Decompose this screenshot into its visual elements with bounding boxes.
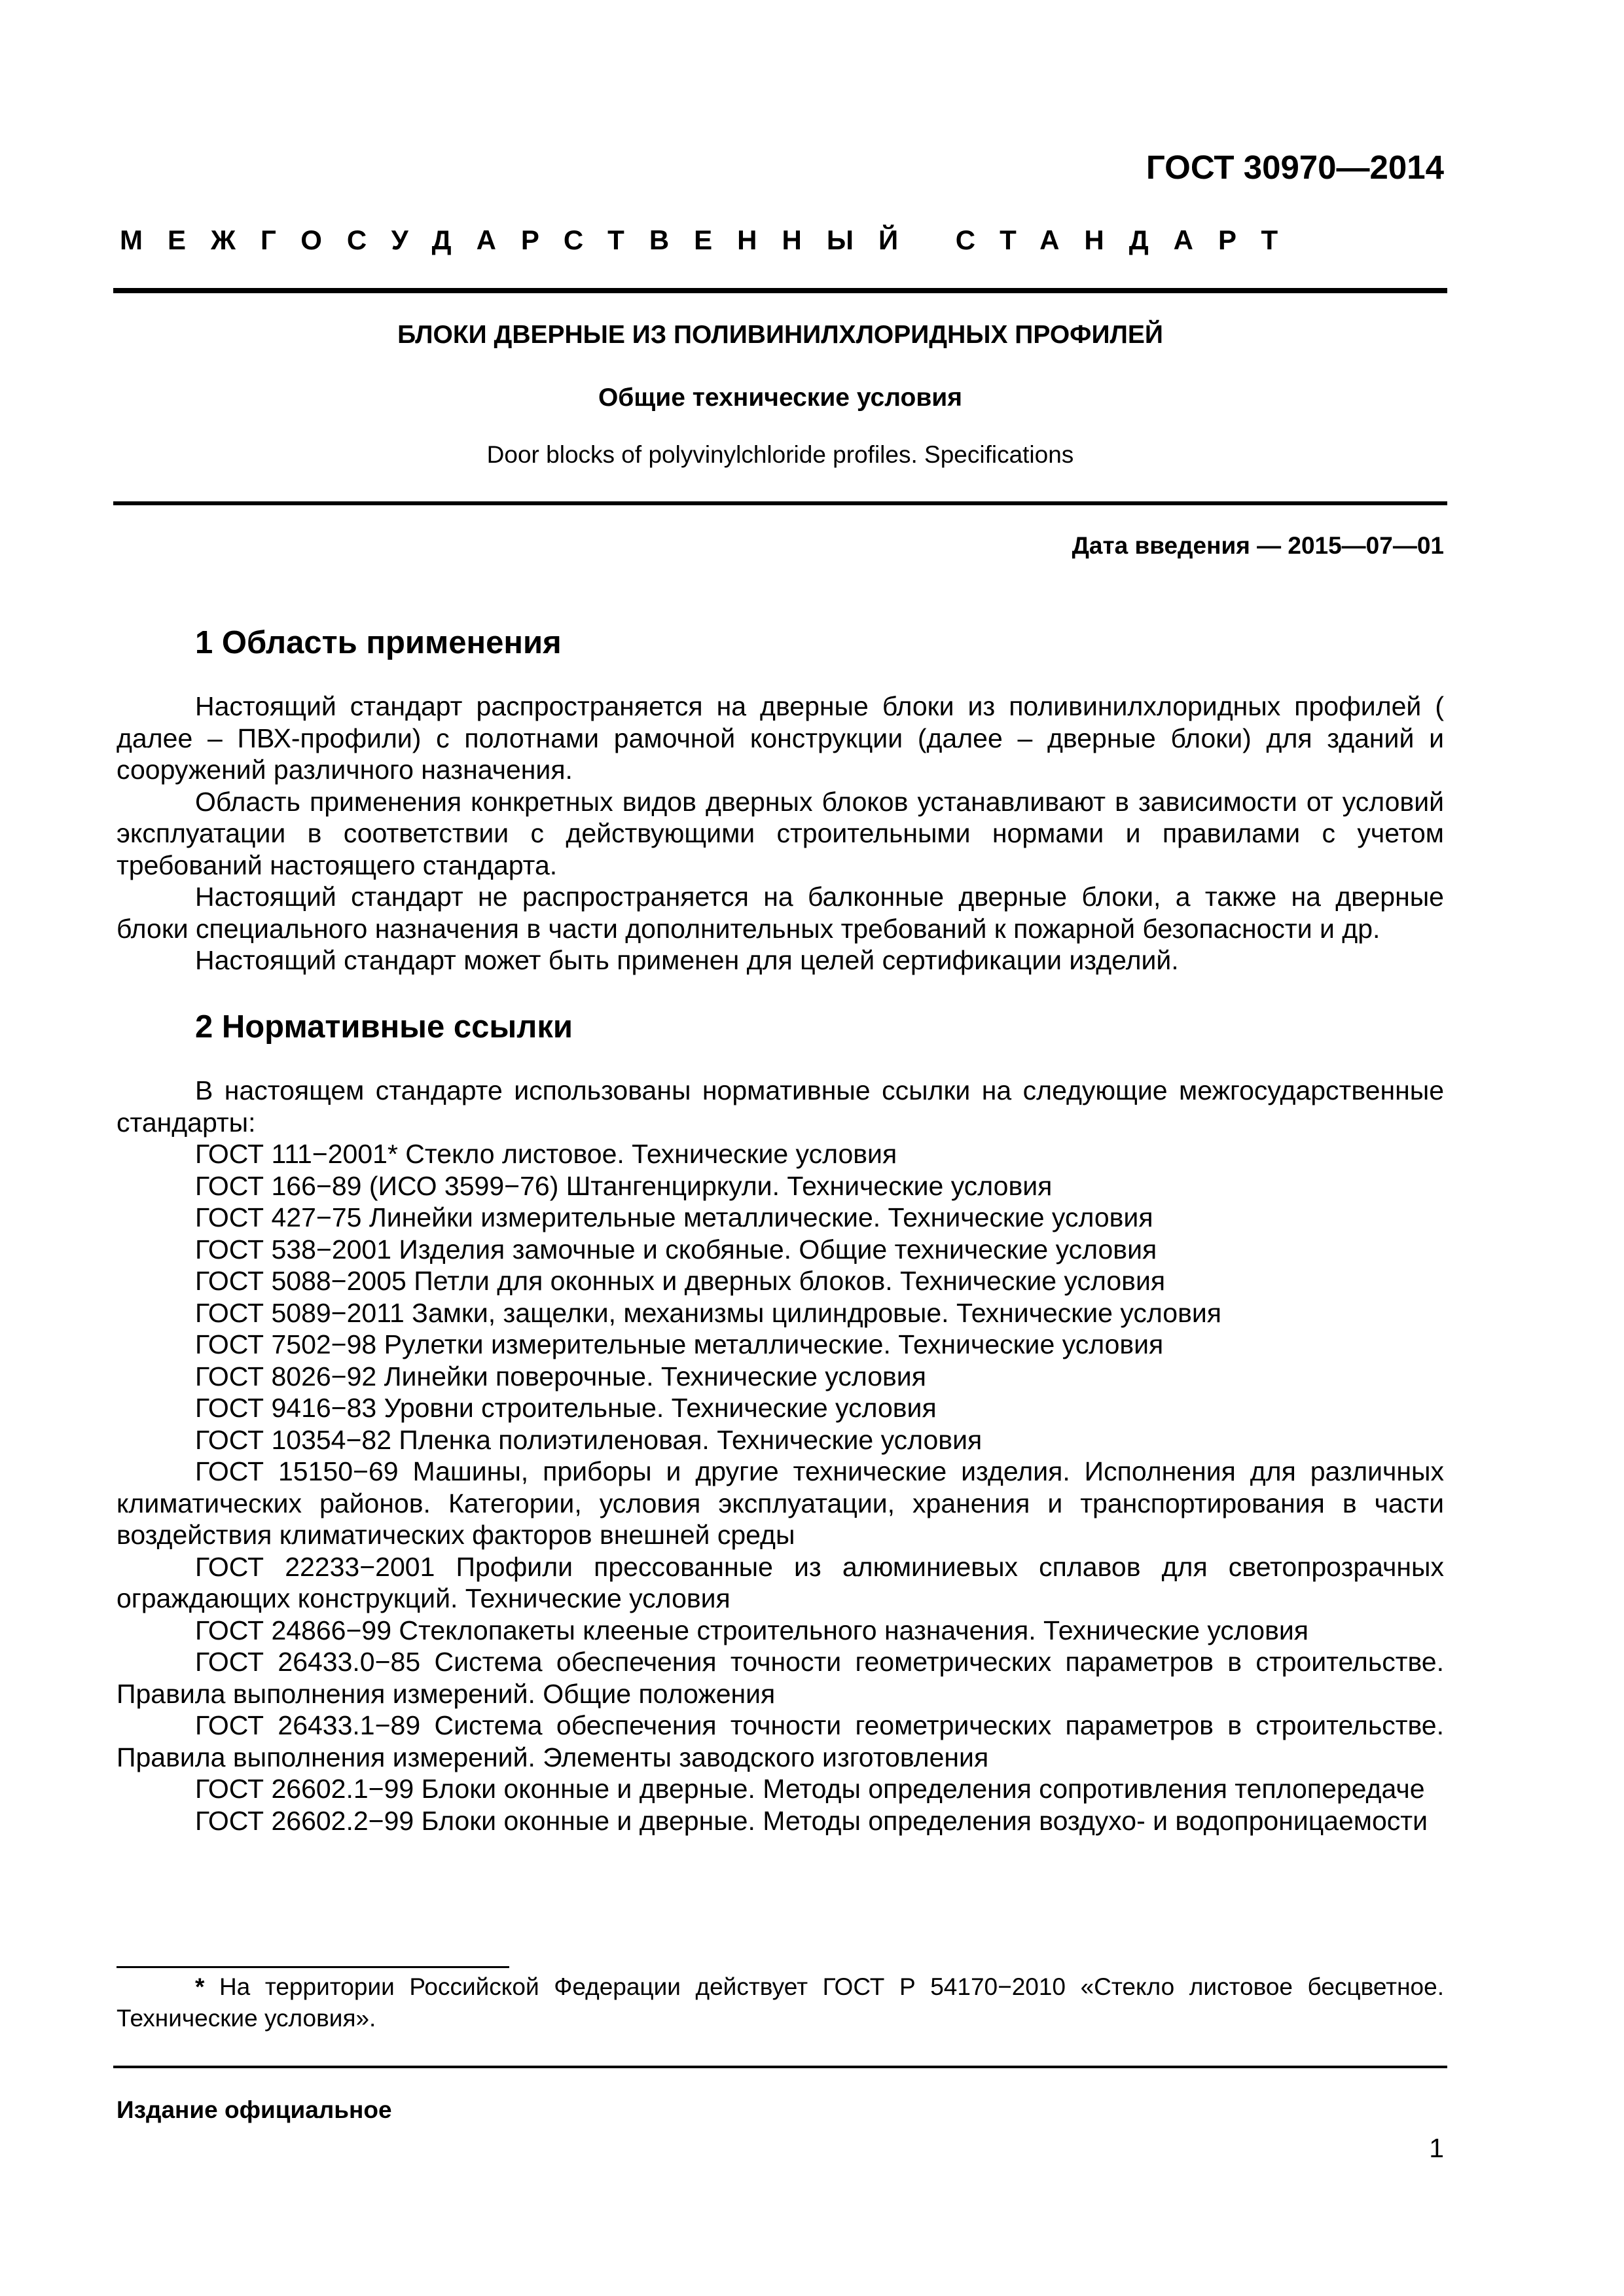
section-2-heading: 2 Нормативные ссылки [195, 1009, 573, 1045]
reference-item: ГОСТ 15150−69 Машины, приборы и другие технические изделия. Исполнения для различных климатических районов. Категории, условия эксплуатации, хранения и транспортирования в части воздействия климатических факторов внешней среды [117, 1456, 1444, 1550]
section-1-heading: 1 Область применения [195, 625, 562, 660]
reference-item: ГОСТ 5088−2005 Петли для оконных и дверных блоков. Технические условия [195, 1266, 1166, 1296]
reference-item: ГОСТ 166−89 (ИСО 3599−76) Штангенциркули. Технические условия [195, 1170, 1053, 1201]
reference-item: ГОСТ 26602.2−99 Блоки оконные и дверные. Методы определения воздухо- и водопроницаемости [195, 1805, 1428, 1836]
footer-rule [113, 2066, 1447, 2068]
footnote [117, 1971, 1444, 2034]
reference-item: ГОСТ 111−2001* Стекло листовое. Технические условия [195, 1139, 897, 1169]
title-rule [113, 501, 1447, 505]
section-2-intro: В настоящем стандарте использованы нормативные ссылки на следующие межгосударственные стандарты: [117, 1075, 1444, 1138]
introduction-date: Дата введения — 2015—07—01 [1072, 532, 1444, 559]
document-title: БЛОКИ ДВЕРНЫЕ ИЗ ПОЛИВИНИЛХЛОРИДНЫХ ПРОФИЛЕЙ [397, 321, 1163, 349]
reference-item: ГОСТ 22233−2001 Профили прессованные из алюминиевых сплавов для светопрозрачных ограждающих конструкций. Технические условия [117, 1551, 1444, 1613]
document-title-english: Door blocks of polyvinylchloride profiles. Specifications [486, 441, 1074, 468]
reference-item: ГОСТ 538−2001 Изделия замочные и скобяные. Общие технические условия [195, 1234, 1157, 1265]
reference-item: ГОСТ 427−75 Линейки измерительные металлические. Технические условия [195, 1202, 1153, 1232]
section-1-paragraph: Область применения конкретных видов дверных блоков устанавливают в зависимости от условий эксплуатации в соответствии с действующими строительными нормами и правилами с учетом требований настоящего стандарта. [117, 786, 1444, 880]
edition-label: Издание официальное [117, 2096, 392, 2123]
section-1-body [117, 691, 1444, 977]
section-1-paragraph: Настоящий стандарт распространяется на дверные блоки из поливинилхлоридных профилей ( далее – ПВХ-профили) с полотнами рамочной конструкции (далее – дверные блоки) для зданий и сооружений различного назначения. [117, 691, 1444, 785]
document-subtitle: Общие технические условия [598, 384, 963, 412]
page-number: 1 [1429, 2133, 1444, 2163]
footnote-paragraph [117, 1971, 1444, 2034]
footnote-separator [117, 1966, 509, 1968]
section-2-body [117, 1075, 1444, 1837]
reference-item: ГОСТ 9416−83 Уровни строительные. Технические условия [195, 1393, 937, 1423]
section-1-paragraph: Настоящий стандарт не распространяется на балконные дверные блоки, а также на дверные блоки специального назначения в части дополнительных требований к пожарной безопасности и др. [117, 882, 1444, 944]
footnote-text: На территории Российской Федерации действует ГОСТ Р 54170−2010 «Стекло листовое бесцветное. Технические условия». [117, 1973, 1444, 2032]
reference-item: ГОСТ 8026−92 Линейки поверочные. Технические условия [195, 1361, 926, 1391]
gost-code: ГОСТ 30970—2014 [1146, 149, 1444, 186]
section-1-paragraph: Настоящий стандарт может быть применен для целей сертификации изделий. [195, 945, 1179, 975]
reference-item: ГОСТ 26433.1−89 Система обеспечения точности геометрических параметров в строительстве. Правила выполнения измерений. Элементы заводского изготовления [117, 1710, 1444, 1772]
interstate-standard-label: МЕЖГОСУДАРСТВЕННЫЙ СТАНДАРТ [120, 224, 1303, 255]
reference-item: ГОСТ 26433.0−85 Система обеспечения точности геометрических параметров в строительстве. Правила выполнения измерений. Общие положения [117, 1647, 1444, 1709]
reference-item: ГОСТ 5089−2011 Замки, защелки, механизмы цилиндровые. Технические условия [195, 1297, 1221, 1328]
reference-item: ГОСТ 24866−99 Стеклопакеты клееные строительного назначения. Технические условия [195, 1615, 1308, 1645]
reference-item: ГОСТ 7502−98 Рулетки измерительные металлические. Технические условия [195, 1329, 1164, 1359]
footnote-mark: * [195, 1973, 205, 2000]
reference-item: ГОСТ 10354−82 Пленка полиэтиленовая. Технические условия [195, 1424, 983, 1455]
header-rule [113, 288, 1447, 293]
reference-item: ГОСТ 26602.1−99 Блоки оконные и дверные. Методы определения сопротивления теплопередаче [195, 1774, 1425, 1804]
